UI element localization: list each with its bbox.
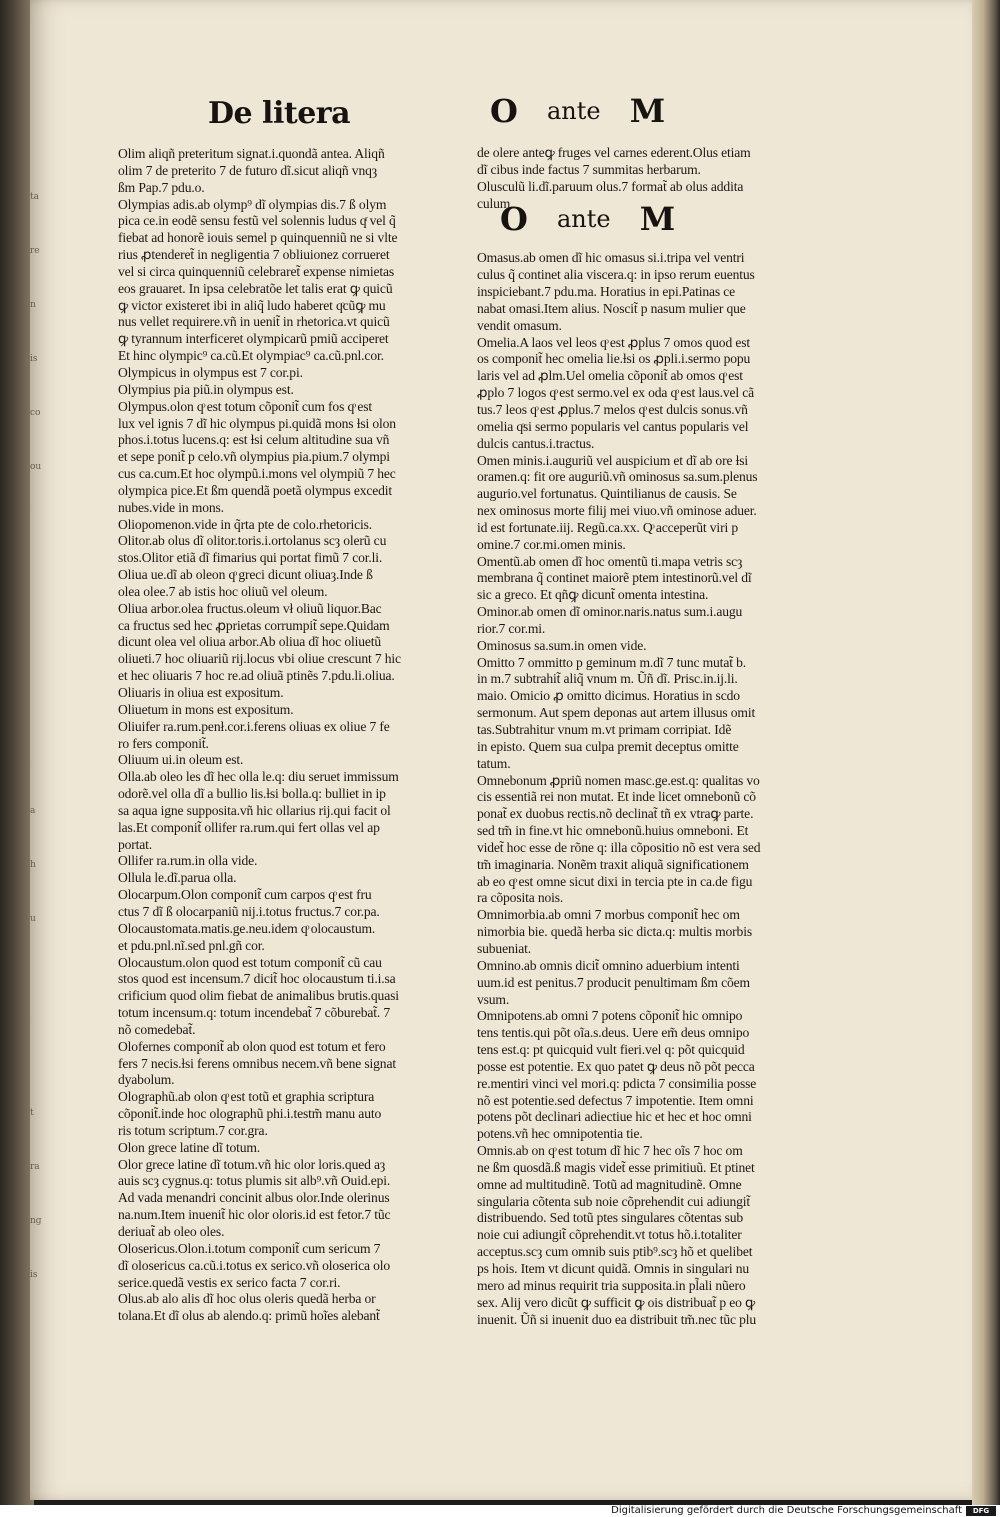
text-line: oliueti.7 hoc oliuariũ rij.locus vbi oliue crescunt 7 hic (118, 651, 401, 667)
text-line: Omnino.ab omnis dicit̃ omnino aduerbium intenti (477, 957, 740, 973)
text-line: tm̃ imaginaria. Nonẽm traxit aliquã significationem (477, 856, 749, 872)
text-line: ris totum scriptum.7 cor.gra. (118, 1122, 268, 1138)
text-line: Olusculũ li.dĩ.paruum olus.7 format̃ ab olus addita (477, 178, 744, 194)
text-line: auis scȝ cygnus.q: totus plumis sit alb⁹.vñ Ouid.epi. (118, 1173, 391, 1189)
section-letter-right: M (629, 92, 666, 130)
text-line: eos grauaret. In ipsa celebratõe let talis erat ꝙ quicũ (118, 280, 393, 296)
text-line: Ominor.ab omen dĩ ominor.naris.natus sum.i.augu (477, 604, 743, 620)
text-line: Olus.ab alo alis dĩ hoc olus oleris quedã herba or (118, 1291, 376, 1307)
text-line: fers 7 necis.ƚsi ferens omnibus necem.vñ bene signat (118, 1055, 396, 1071)
margin-note: ra (30, 1162, 40, 1172)
text-line: sic a greco. Et qñꝙ dicunt̃ omenta intestina. (477, 587, 709, 603)
text-line: ro fers componit̃. (118, 735, 209, 751)
dfg-logo: DFG (966, 1506, 996, 1516)
text-line: et hec oliuaris 7 hoc re.ad oliuã ptinẽs 7.pdu.li.oliua. (118, 668, 395, 684)
text-line: singularia cõtenta sub noie cõprehendit cui adiungit̃ (477, 1193, 751, 1209)
text-line: Omnebonum ꝓpriũ nomen masc.ge.est.q: qualitas vo (477, 772, 760, 788)
book-spine-edge (0, 0, 34, 1505)
text-line: augurio.vel fortunatus. Quintilianus de causis. Se (477, 486, 737, 502)
text-line: omine.7 cor.mi.omen minis. (477, 536, 626, 552)
text-line: totum incensum.q: totum incendebat̃ 7 cõburebat̃. 7 (118, 1005, 391, 1021)
section-heading-top (490, 92, 665, 130)
text-line: nex ominosus morte filij mei viuo.vñ ominose aduer. (477, 503, 757, 519)
text-line: ponat̃ ex duobus rectis.nõ declinat̃ tñ ex vtraꝙ parte. (477, 806, 754, 822)
text-line: cis essentiã rei non mutat. Et inde licet omnebonũ cõ (477, 789, 756, 805)
text-line: rius ꝓtenderet̃ in negligentia 7 obliuionez corrueret (118, 247, 390, 263)
text-line: Omen minis.i.auguriũ vel auspicium et dĩ ab ore ƚsi (477, 452, 748, 468)
section-word: ante (546, 97, 601, 125)
section-heading-mid (500, 200, 675, 238)
text-line: Omentũ.ab omen dĩ hoc omentũ ti.mapa vetris scȝ (477, 553, 743, 569)
text-line: Olon grece latine dĩ totum. (118, 1139, 261, 1155)
text-line: Omitto 7 ommitto p geminum m.dĩ 7 tunc mutat̃ b. (477, 654, 746, 670)
text-line: in m.7 subtrahit̃ aliq̃ vnum m. Ũñ dĩ. Prisc.in.ij.li. (477, 671, 738, 687)
text-line: las.Et componit̃ ollifer ra.rum.qui fert ollas vel ap (118, 819, 380, 835)
text-line: omelia qͦsi sermo popularis vel cantus popularis vel (477, 418, 749, 434)
text-line: Oliuaris in oliua est expositum. (118, 685, 284, 700)
text-line: Oliua arbor.olea fructus.oleum vł oliuũ liquor.Bac (118, 600, 382, 616)
text-line: Olitor.ab olus dĩ olitor.toris.i.ortolanus scȝ olerũ cu (118, 533, 387, 549)
text-line: subueniat. (477, 940, 531, 956)
left-text-column (118, 146, 436, 1325)
text-line: pica ce.in eodẽ sensu festũ vel solennis ludus qͬ vel q̃ (118, 213, 396, 229)
margin-note: u (30, 914, 36, 924)
text-line: videt̃ hoc esse de rõne q: illa cõpositio nõ est vera sed (477, 839, 761, 855)
text-line: sex. Alij vero dicũt ꝙ sufficit ꝙ ois distribuat̃ p eo ꝙ (477, 1294, 756, 1310)
text-line: sa aqua igne supposita.vñ hic ollarius rij.qui facit ol (118, 802, 391, 818)
text-line: Olofernes componit̃ ab olon quod est totum et fero (118, 1038, 386, 1054)
footer-credit: Digitalisierung gefördert durch die Deutsche Forschungsgemeinschaft (611, 1505, 962, 1516)
text-line: Omnis.ab on qͦ est totum dĩ hic 7 hec oĩs 7 hoc om (477, 1143, 743, 1159)
digitization-footer (0, 1505, 1000, 1517)
text-line: re.mentiri vinci vel mori.q: pdicta 7 consimilia posse (477, 1075, 757, 1091)
text-line: oramen.q: fit ore auguriũ.vñ ominosus sa.sum.plenus (477, 469, 758, 485)
text-line: Olim aliqñ preteritum signat.i.quondã antea. Aliqñ (118, 146, 385, 161)
text-line: Ollula le.dĩ.parua olla. (118, 870, 237, 886)
text-line: lux vel ignis 7 dĩ hic olympus pi.quidã mons ƚsi olon (118, 415, 396, 431)
text-line: Olympias adis.ab olymp⁹ dĩ olympias dis.7 ß olym (118, 196, 387, 212)
text-line: Olympius pia piũ.in olympus est. (118, 381, 294, 397)
text-line: sed tm̃ in fine.vt hic omnebonũ.huius omneboni. Et (477, 823, 749, 839)
text-line: portat. (118, 836, 153, 852)
margin-note: is (30, 354, 38, 364)
text-line: os componit̃ hec omelia lie.ƚsi os ꝓpli.i.sermo popu (477, 351, 751, 367)
text-line: maio. Omicio ꝓ omitto dicimus. Horatius in scdo (477, 688, 740, 704)
text-line: dicunt olea vel oliua arbor.Ab oliua dĩ hoc oliuetũ (118, 634, 382, 650)
margin-notes (30, 150, 56, 1280)
text-line: ca fructus sed hec ꝓprietas corrumpit̃ sepe.Quidam (118, 617, 390, 633)
text-line: vendit omasum. (477, 317, 562, 333)
right-text-column (477, 145, 799, 1328)
text-line: dĩ cibus inde factus 7 summitas herbarum. (477, 161, 701, 177)
margin-note: is (30, 1270, 38, 1280)
text-line: stos quod est incensum.7 dicit̃ hoc olocaustum ti.i.sa (118, 971, 396, 987)
text-line: nimorbia bie. quedã herba sic dicta.q: multis morbis (477, 924, 752, 940)
margin-note: t (30, 1108, 34, 1118)
text-line: Omnimorbia.ab omni 7 morbus componit̃ hec om (477, 907, 740, 923)
margin-note: n (30, 300, 36, 310)
text-line: inuenit. Ũñ si inuenit duo ea distribuit tm̃.nec tũc plu (477, 1311, 757, 1327)
text-line: et pdu.pnl.nĩ.sed pnl.gñ cor. (118, 937, 265, 953)
margin-note: re (30, 246, 40, 256)
text-line: tus.7 leos qͦ est ꝓplus.7 melos qͦ est dulcis sonus.vñ (477, 401, 748, 417)
text-line: ꝓplo 7 logos qͦ est sermo.vel ex oda qͦ est laus.vel cã (477, 385, 755, 401)
margin-note: ng (30, 1216, 42, 1226)
text-line: in episto. Quem sua culpa premit deceptus omitte (477, 738, 739, 754)
text-line: deriuat̃ ab oleo oles. (118, 1224, 225, 1239)
text-line: ꝙ victor existeret ibi in aliq̃ ludo haberet qͦcũꝙ mu (118, 297, 386, 313)
text-line: mero ad minus requirit tria supposita.in pl̃ali nũero (477, 1277, 746, 1293)
text-line: posse est potentie. Ex quo patet ꝙ deus nõ põt pecca (477, 1058, 755, 1074)
margin-note: h (30, 860, 36, 870)
text-line: Olor grece latine dĩ totum.vñ hic olor loris.qued aȝ (118, 1156, 386, 1172)
text-line: nabat omasi.Item alius. Noscit̃ p nasum mulier que (477, 300, 746, 316)
text-line: Oliuifer ra.rum.penł.cor.i.ferens oliuas ex oliue 7 fe (118, 718, 390, 734)
manuscript-page (30, 0, 980, 1500)
text-line: na.num.Item inuenit̃ hic olor oloris.id est fetor.7 tũc (118, 1207, 391, 1223)
section-letter-left: O (500, 200, 528, 238)
text-line: culum. (477, 195, 514, 211)
section-word: ante (556, 205, 611, 233)
text-line: id est fortunate.iij. Regũ.ca.xx. Qͦ acceperũt viri p (477, 519, 738, 535)
text-line: ps hois. Item vt dicunt quidã. Omnis in singulari nu (477, 1261, 749, 1276)
text-line: Ad vada menandri concinit albus olor.Inde olerinus (118, 1190, 390, 1206)
text-line: Oliua ue.dĩ ab oleon qͦ greci dicunt oliuaȝ.Inde ß (118, 567, 373, 583)
text-line: olympica pice.Et ßm quendã poetã olympus excedit (118, 482, 393, 498)
text-line: cõponit̃.inde hoc olographũ phi.i.testm̃ manu auto (118, 1106, 382, 1122)
text-line: tens est.q: pt quicquid vult fieri.vel q: põt quicquid (477, 1042, 745, 1058)
text-line: tens tentis.qui põt oĩa.s.deus. Uere em̃ deus omnipo (477, 1025, 750, 1041)
text-line: omne ad multitudinẽ. Totũ ad magnitudinẽ. Omne (477, 1176, 742, 1192)
text-line: odorẽ.vel olla dĩ a bullio lis.ƚsi bolla.q: bulliet in ip (118, 786, 386, 802)
text-line: olim 7 de preterito 7 de futuro dĩ.sicut aliqñ vnqȝ (118, 162, 377, 178)
text-line: Oliuum ui.in oleum est. (118, 752, 244, 768)
text-line: acceptus.scȝ cum omnib suis ptib⁹.scȝ hõ et quelibet (477, 1244, 753, 1260)
text-line: Olosericus.Olon.i.totum componit̃ cum sericum 7 (118, 1240, 381, 1256)
text-line: dĩ olosericus ca.cũ.i.totus ex serico.vñ oloserica olo (118, 1257, 391, 1273)
margin-note: co (30, 408, 41, 418)
text-line: sermonum. Aut spem deponas aut artem illusus omit (477, 705, 756, 721)
text-line: culus q̃ continet alia viscera.q: in ipso rerum euentus (477, 267, 755, 283)
text-line: membrana q̃ continet maiorẽ ptem intestinorũ.vel dĩ (477, 570, 752, 586)
text-line: Olympicus in olympus est 7 cor.pi. (118, 364, 303, 380)
text-line: distribuendo. Sed totũ ptes singulares cõtentas sub (477, 1210, 744, 1226)
margin-note: ou (30, 462, 42, 472)
text-line: noie cui adiungit̃ cõprehendit.vt totus hõ.i.totaliter (477, 1227, 742, 1243)
text-line: Omasus.ab omen dĩ hic omasus si.i.tripa vel ventri (477, 250, 745, 266)
text-line: Et hinc olympic⁹ ca.cũ.Et olympiac⁹ ca.cũ.pnl.cor. (118, 348, 384, 364)
text-line: potens.vñ hec omnipotentia tie. (477, 1126, 643, 1142)
text-line: Olympus.olon qͦ est totum cõponit̃ cum fos qͦ est (118, 398, 373, 414)
text-line: Olocarpum.Olon componit̃ cum carpos qͦ est fru (118, 887, 372, 903)
text-line: fiebat ad honorẽ iouis semel p quinquenniũ ne si vlte (118, 230, 398, 246)
text-line: Ominosus sa.sum.in omen vide. (477, 637, 647, 653)
text-line: Olographũ.ab olon qͦ est totũ et graphia scriptura (118, 1089, 375, 1105)
section-letter-right: M (639, 200, 676, 238)
text-line: nubes.vide in mons. (118, 499, 224, 515)
text-line: dyabolum. (118, 1072, 175, 1088)
margin-note: a (30, 806, 36, 816)
text-line: ßm Pap.7 pdu.o. (118, 179, 205, 195)
right-column-main-block (477, 250, 799, 1328)
text-line: Olocaustum.olon quod est totum componit̃ cũ cau (118, 954, 382, 970)
text-line: Oliopomenon.vide in q̃rta pte de colo.rhetoricis. (118, 516, 373, 532)
text-line: Olocaustomata.matis.ge.neu.idem qͦ olocaustum. (118, 920, 376, 936)
text-line: ra cõposita nois. (477, 890, 564, 906)
text-line: nõ est potentie.sed defectus 7 impotentie. Item omni (477, 1092, 754, 1108)
text-line: cus ca.cum.Et hoc olympũ.i.mons vel olympiũ 7 hec (118, 466, 396, 482)
text-line: et sepe ponit̃ p celo.vñ olympius pia.pium.7 olympi (118, 449, 390, 465)
text-line: olea olee.7 ab istis hoc oliuũ vel oleum. (118, 583, 328, 599)
text-line: Omelia.A laos vel leos qͦ est ꝓplus 7 omos quod est (477, 334, 750, 350)
text-line: ab eo qͦ est omne sicut dixi in tercia pte in ca.de figu (477, 873, 753, 889)
text-line: tatum. (477, 755, 511, 771)
text-line: ne ßm quosdã.ß magis videt̃ esse primitiuũ. Et ptinet (477, 1159, 755, 1175)
text-line: phos.i.totus lucens.q: est ƚsi celum altitudine sua vñ (118, 432, 390, 448)
text-line: de olere anteꝙ fruges vel carnes ederent.Olus etiam (477, 145, 751, 160)
text-line: dulcis cantus.i.tractus. (477, 435, 595, 451)
text-line: vel si circa quinquenniũ celebraret̃ expense nimietas (118, 263, 395, 279)
text-line: rior.7 cor.mi. (477, 620, 546, 636)
running-head: De litera (208, 96, 351, 131)
text-line: ꝙ tyrannum interficeret olympicarũ pmiũ acciperet (118, 331, 389, 347)
text-line: tas.Subtrahitur vnum m.vt primam corripiat. Idẽ (477, 722, 732, 737)
text-line: uum.id est penitus.7 producit penultimam ßm cõem (477, 974, 750, 990)
text-line: tolana.Et dĩ olus ab alendo.q: primũ hoĩes alebant̃ (118, 1308, 380, 1324)
text-line: nus vellet requirere.vñ in uenit̃ in rhetorica.vt quicũ (118, 314, 390, 330)
text-line: serice.quedã vestis ex serico facta 7 cor.ri. (118, 1274, 341, 1290)
text-line: Olla.ab oleo les dĩ hec olla le.q: diu seruet immissum (118, 769, 399, 785)
text-line: Ollifer ra.rum.in olla vide. (118, 853, 258, 869)
text-line: crificium quod olim fiebat de animalibus brutis.quasi (118, 988, 399, 1004)
text-line: nõ comedebat̃. (118, 1021, 196, 1037)
text-line: inspiciebant.7 pdu.ma. Horatius in epi.Patinas ce (477, 284, 736, 300)
text-line: vsum. (477, 991, 510, 1007)
page-stack-edge (972, 0, 1000, 1505)
section-letter-left: O (490, 92, 518, 130)
text-line: Oliuetum in mons est expositum. (118, 701, 294, 717)
text-line: potens põt declinari adiectiue hic et hec et hoc omni (477, 1109, 752, 1125)
text-line: laris vel ad ꝓlm.Uel omelia cõponit̃ ab omos qͦ est (477, 368, 743, 384)
text-line: ctus 7 dĩ ß olocarpaniũ nij.i.totus fructus.7 cor.pa. (118, 903, 380, 919)
margin-note: ta (30, 192, 39, 202)
text-line: stos.Olitor etiã dĩ fimarius qui portat fimũ 7 cor.li. (118, 550, 383, 566)
text-line: Omnipotens.ab omni 7 potens cõponit̃ hic omnipo (477, 1008, 743, 1024)
